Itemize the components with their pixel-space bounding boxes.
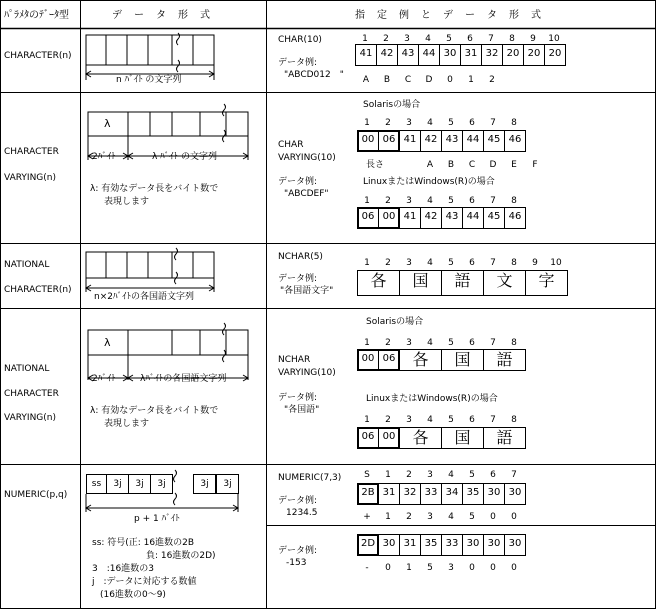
- break-mark: [223, 350, 226, 362]
- byte-cell: 31: [399, 534, 421, 556]
- byte-cell: 42: [420, 130, 442, 152]
- byte-index: 5: [448, 258, 454, 268]
- byte-index: 8: [511, 338, 517, 348]
- break-mark: [177, 60, 180, 72]
- char-cell: 各: [399, 427, 442, 449]
- varchar-note-line1: λ: 有効なデータ長をバイト数で: [90, 184, 219, 194]
- byte-index: 10: [548, 34, 560, 44]
- byte-index: 3: [406, 196, 412, 206]
- byte-index: 10: [550, 258, 562, 268]
- char-label: B: [447, 160, 455, 170]
- byte-index: 7: [490, 415, 496, 425]
- char-cell: 字: [525, 270, 568, 296]
- byte-index: 2: [383, 34, 389, 44]
- byte-index: 7: [490, 258, 496, 268]
- nvarchar-linux-title: LinuxまたはWindows(R)の場合: [366, 394, 498, 404]
- byte-cell: 30: [483, 483, 505, 505]
- byte-index: 6: [469, 338, 475, 348]
- byte-index: 8: [511, 415, 517, 425]
- byte-index: 5: [469, 470, 475, 480]
- digit-label: 0: [511, 563, 517, 573]
- byte-index: 3: [406, 118, 412, 128]
- national-example-label: データ例:: [278, 274, 318, 284]
- byte-cell: 41: [355, 44, 377, 66]
- byte-index: 2: [406, 470, 412, 480]
- format-cell: 3j: [216, 474, 239, 494]
- format-cell: 3j: [128, 474, 151, 494]
- numeric-spec: NUMERIC(7,3): [278, 473, 342, 483]
- char-cell: 国: [441, 349, 484, 371]
- byte-index: 9: [532, 258, 538, 268]
- type-character: CHARACTER(n): [4, 51, 72, 61]
- byte-index: 2: [385, 338, 391, 348]
- byte-index: 8: [511, 118, 517, 128]
- digit-label: 2: [406, 512, 412, 522]
- digit-label: 5: [469, 512, 475, 522]
- digit-label: 3: [448, 563, 454, 573]
- byte-cell: 30: [439, 44, 461, 66]
- byte-cell: 33: [441, 534, 463, 556]
- byte-index: 2: [385, 118, 391, 128]
- character-example-label: データ例:: [278, 58, 318, 68]
- byte-index: 6: [469, 118, 475, 128]
- byte-cell: 20: [544, 44, 566, 66]
- byte-cell: 41: [399, 207, 421, 229]
- byte-cell: 43: [397, 44, 419, 66]
- byte-cell: 20: [502, 44, 524, 66]
- byte-cell: 42: [420, 207, 442, 229]
- byte-cell: 06: [378, 349, 400, 371]
- digit-label: 0: [490, 512, 496, 522]
- byte-cell: 43: [441, 130, 463, 152]
- nvarchar-example-value: "各国語": [284, 405, 320, 415]
- nvarchar-spec-line2: VARYING(10): [278, 368, 336, 378]
- char-label: C: [404, 75, 412, 85]
- format-cell: 3j: [106, 474, 129, 494]
- numeric-note-three: 3 :16進数の3: [92, 564, 154, 574]
- byte-index: 5: [448, 196, 454, 206]
- varchar-spec-line1: CHAR: [278, 140, 304, 150]
- char-cell: 語: [483, 349, 526, 371]
- char-label: B: [383, 75, 391, 85]
- byte-index: 3: [406, 415, 412, 425]
- byte-index: 4: [427, 258, 433, 268]
- char-label: F: [532, 160, 538, 170]
- char-label: 2: [489, 75, 495, 85]
- byte-cell: 06: [357, 207, 379, 229]
- type-nvarchar-line1: NATIONAL: [4, 364, 50, 374]
- varchar-linux-title: LinuxまたはWindows(R)の場合: [363, 177, 495, 187]
- digit-label: 1: [385, 512, 391, 522]
- byte-index: 8: [511, 196, 517, 206]
- varchar-spec-line2: VARYING(10): [278, 153, 336, 163]
- byte-index: 2: [385, 415, 391, 425]
- byte-cell: 06: [378, 130, 400, 152]
- nvarchar-box: [88, 330, 248, 355]
- char-cell: 国: [399, 270, 442, 296]
- byte-cell: 35: [462, 483, 484, 505]
- byte-index: 4: [427, 415, 433, 425]
- type-numeric: NUMERIC(p,q): [4, 490, 68, 500]
- nvarchar-note-line2: 表現します: [104, 419, 150, 429]
- byte-cell: 30: [504, 483, 526, 505]
- byte-index: 1: [364, 118, 370, 128]
- break-mark: [223, 323, 226, 335]
- numeric-example-positive: 1234.5: [286, 508, 318, 518]
- numeric-note-sign-negative: 負: 16進数の2D): [146, 551, 216, 561]
- nvarchar-note-line1: λ: 有効なデータ長をバイト数で: [90, 406, 219, 416]
- type-varchar-line1: CHARACTER: [4, 147, 59, 157]
- byte-index: 1: [364, 338, 370, 348]
- national-spec: NCHAR(5): [278, 252, 323, 262]
- byte-index: 3: [427, 470, 433, 480]
- byte-index: 2: [385, 258, 391, 268]
- byte-cell: 34: [441, 483, 463, 505]
- digit-label: 0: [490, 563, 496, 573]
- char-cell: 文: [483, 270, 526, 296]
- byte-cell: 00: [357, 130, 379, 152]
- break-mark: [174, 470, 177, 482]
- numeric-note-j-range: (16進数の0～9): [100, 590, 166, 600]
- break-mark: [223, 104, 226, 116]
- byte-index: 1: [364, 196, 370, 206]
- byte-cell: 41: [399, 130, 421, 152]
- byte-cell: 20: [523, 44, 545, 66]
- byte-cell: 31: [378, 483, 400, 505]
- char-label: 長さ: [365, 160, 384, 170]
- char-label: 0: [447, 75, 453, 85]
- format-cell: 3j: [150, 474, 173, 494]
- byte-cell: 2D: [357, 534, 379, 556]
- char-cell: 各: [399, 349, 442, 371]
- byte-cell: 00: [378, 427, 400, 449]
- byte-index: 4: [427, 196, 433, 206]
- byte-index: 6: [467, 34, 473, 44]
- nvarchar-string-caption: λﾊﾞｲﾄの各国語文字列: [140, 374, 227, 384]
- length-highlight: [357, 207, 400, 229]
- byte-index: S: [364, 470, 370, 480]
- byte-index: 8: [509, 34, 515, 44]
- char-label: A: [426, 160, 434, 170]
- varchar-string-caption: λ ﾊﾞｲﾄ の文字列: [152, 152, 218, 162]
- byte-cell: 46: [504, 130, 526, 152]
- nvarchar-solaris-title: Solarisの場合: [366, 317, 424, 327]
- length-highlight: [357, 130, 400, 152]
- digit-label: 1: [406, 563, 412, 573]
- length-highlight: [357, 349, 400, 371]
- byte-index: 6: [469, 415, 475, 425]
- character-spec: CHAR(10): [278, 35, 322, 45]
- digit-label: -: [365, 563, 369, 573]
- byte-index: 5: [446, 34, 452, 44]
- header-param-type: ﾊﾟﾗﾒﾀのﾃﾞｰﾀ型: [4, 10, 69, 21]
- byte-index: 5: [448, 338, 454, 348]
- byte-cell: 45: [483, 207, 505, 229]
- byte-index: 8: [511, 258, 517, 268]
- byte-index: 7: [490, 196, 496, 206]
- byte-index: 9: [530, 34, 536, 44]
- format-cell: 3j: [193, 474, 216, 494]
- numeric-format-caption: p + 1 ﾊﾞｲﾄ: [134, 514, 180, 524]
- break-mark: [174, 493, 177, 505]
- byte-cell: 30: [378, 534, 400, 556]
- varchar-example-label: データ例:: [278, 177, 318, 187]
- type-nvarchar-line3: VARYING(n): [4, 413, 57, 423]
- numeric-example-label-positive: データ例:: [278, 496, 318, 506]
- byte-cell: 2B: [357, 483, 379, 505]
- byte-index: 4: [427, 338, 433, 348]
- type-varchar-line2: VARYING(n): [4, 173, 57, 183]
- header-data-format: デ ー タ 形 式: [112, 10, 211, 21]
- byte-cell: 46: [504, 207, 526, 229]
- byte-index: 6: [490, 470, 496, 480]
- byte-index: 4: [425, 34, 431, 44]
- char-label: C: [468, 160, 476, 170]
- byte-cell: 35: [420, 534, 442, 556]
- byte-index: 1: [364, 415, 370, 425]
- char-label: A: [362, 75, 370, 85]
- break-mark: [175, 248, 178, 260]
- digit-label: 5: [427, 563, 433, 573]
- digit-label: 0: [385, 563, 391, 573]
- byte-index: 5: [448, 415, 454, 425]
- byte-index: 1: [364, 258, 370, 268]
- numeric-example-negative: -153: [286, 558, 307, 568]
- byte-index: 1: [385, 470, 391, 480]
- byte-cell: 33: [420, 483, 442, 505]
- char-cell: 語: [483, 427, 526, 449]
- byte-index: 7: [511, 470, 517, 480]
- byte-cell: 30: [504, 534, 526, 556]
- byte-index: 2: [385, 196, 391, 206]
- digit-label: 3: [427, 512, 433, 522]
- varchar-solaris-title: Solarisの場合: [363, 100, 421, 110]
- byte-index: 1: [362, 34, 368, 44]
- header-example-format: 指 定 例 と デ ー タ 形 式: [355, 10, 542, 21]
- byte-index: 7: [490, 338, 496, 348]
- char-label: D: [425, 75, 433, 85]
- byte-cell: 00: [378, 207, 400, 229]
- numeric-example-label-negative: データ例:: [278, 546, 318, 556]
- character-example-value: "ABCD012 ": [284, 70, 344, 80]
- digit-label: 0: [469, 563, 475, 573]
- byte-cell: 31: [460, 44, 482, 66]
- nvarchar-length-caption: 2ﾊﾞｲﾄ: [92, 374, 116, 384]
- char-cell: 国: [441, 427, 484, 449]
- byte-cell: 44: [462, 130, 484, 152]
- numeric-note-j: j :データに対応する数値: [92, 577, 197, 587]
- byte-index: 7: [488, 34, 494, 44]
- byte-cell: 32: [481, 44, 503, 66]
- national-format-caption: n×2ﾊﾞｲﾄの各国語文字列: [94, 292, 194, 302]
- national-box: [86, 252, 214, 278]
- nvarchar-example-label: データ例:: [278, 393, 318, 403]
- byte-cell: 42: [376, 44, 398, 66]
- type-nvarchar-line2: CHARACTER: [4, 389, 59, 399]
- nvarchar-lambda: λ: [104, 336, 111, 349]
- digit-label: +: [363, 512, 371, 522]
- digit-label: 4: [448, 512, 454, 522]
- type-national-line1: NATIONAL: [4, 260, 50, 270]
- varchar-length-caption: 2ﾊﾞｲﾄ: [92, 152, 116, 162]
- byte-cell: 43: [441, 207, 463, 229]
- nvarchar-spec-line1: NCHAR: [278, 355, 311, 365]
- char-label: E: [511, 160, 517, 170]
- byte-cell: 44: [462, 207, 484, 229]
- byte-cell: 06: [357, 427, 379, 449]
- byte-cell: 45: [483, 130, 505, 152]
- char-label: 1: [468, 75, 474, 85]
- byte-index: 6: [469, 258, 475, 268]
- byte-cell: 00: [357, 349, 379, 371]
- numeric-note-sign-positive: ss: 符号(正: 16進数の2B: [92, 538, 195, 548]
- format-cell: ss: [86, 474, 107, 494]
- varchar-lambda: λ: [104, 117, 111, 130]
- digit-label: 0: [511, 512, 517, 522]
- char-label: D: [489, 160, 497, 170]
- byte-index: 3: [404, 34, 410, 44]
- national-example-value: "各国語文字": [280, 286, 334, 296]
- char-cell: 語: [441, 270, 484, 296]
- byte-cell: 30: [483, 534, 505, 556]
- varchar-example-value: "ABCDEF": [284, 189, 329, 199]
- byte-index: 5: [448, 118, 454, 128]
- byte-cell: 32: [399, 483, 421, 505]
- byte-index: 7: [490, 118, 496, 128]
- varchar-note-line2: 表現します: [104, 197, 150, 207]
- length-highlight: [357, 427, 400, 449]
- type-national-line2: CHARACTER(n): [4, 285, 72, 295]
- byte-cell: 30: [462, 534, 484, 556]
- byte-index: 4: [448, 470, 454, 480]
- byte-index: 4: [427, 118, 433, 128]
- byte-cell: 44: [418, 44, 440, 66]
- byte-index: 6: [469, 196, 475, 206]
- byte-index: 3: [406, 338, 412, 348]
- character-format-caption: n ﾊﾞｲﾄ の文字列: [116, 75, 182, 85]
- char-cell: 各: [357, 270, 400, 296]
- character-box: [86, 35, 214, 65]
- byte-index: 3: [406, 258, 412, 268]
